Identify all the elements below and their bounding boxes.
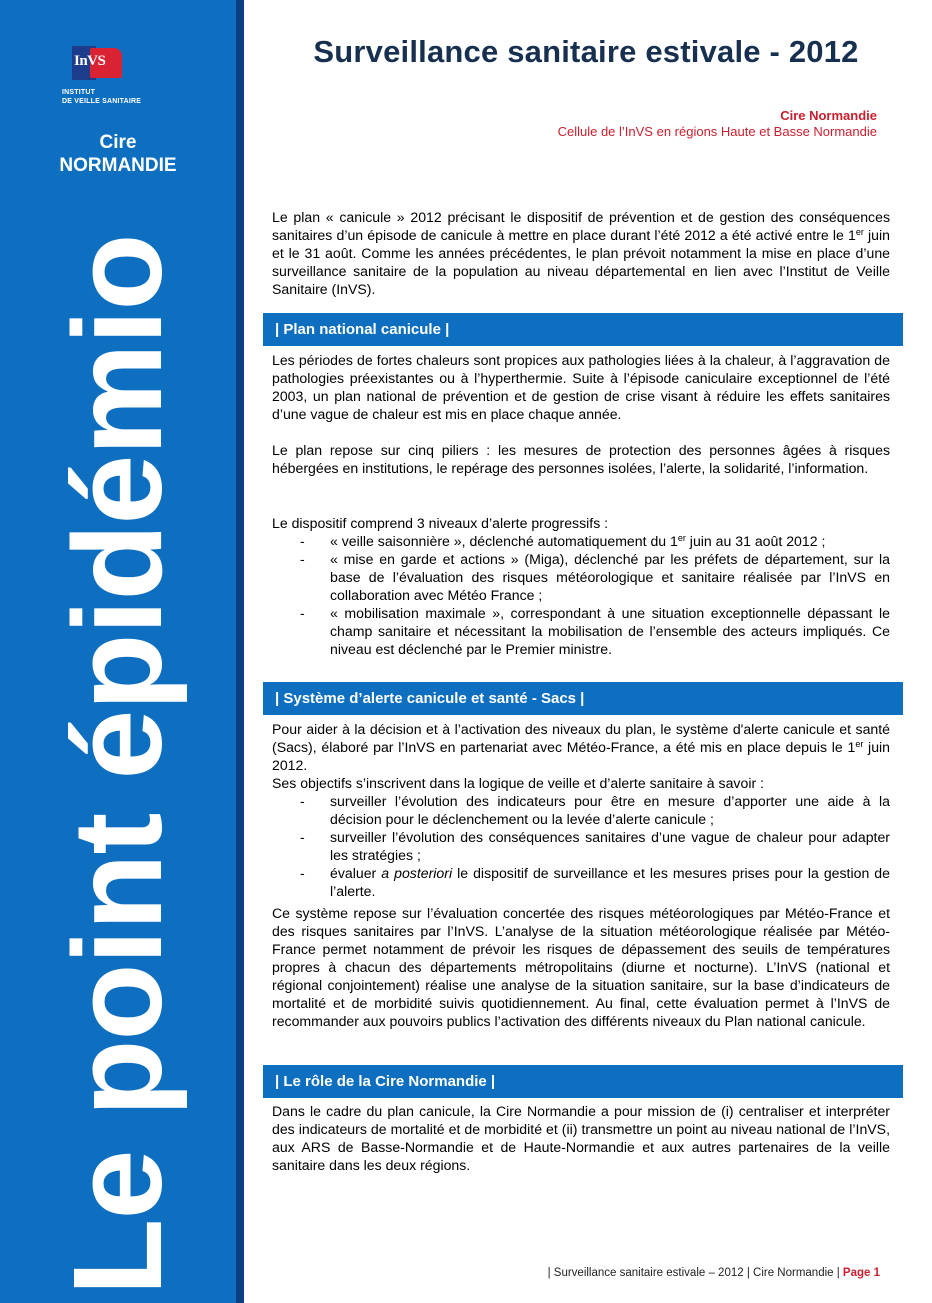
- page-footer: [548, 1267, 880, 1279]
- section2-paragraph-1: [272, 720, 890, 774]
- section1-paragraph-2: Le plan repose sur cinq piliers : les mesures de protection des personnes âgées à risques hébergées en institutions, le repérage des personnes isolées, l’alerte, la solidarité, l’information.: [272, 442, 890, 476]
- section2-text-part1: Pour aider à la décision et à l’activation des niveaux du plan, le système d'alerte canicule et santé (Sacs), élaboré par l’InVS en partenariat avec Météo-France, a été mis en place depuis le 1: [272, 721, 890, 755]
- logo-subtitle-line2: DE VEILLE SANITAIRE: [62, 98, 142, 105]
- cire-title-line2: NORMANDIE: [59, 155, 177, 176]
- cire-title-line1: Cire: [99, 132, 137, 153]
- sidebar-edge-stripe: [236, 0, 244, 1303]
- intro-text-part2: juin et le 31 août. Comme les années précédentes, le plan prévoit notamment la mise en place d’une surveillance sanitaire de la population au niveau départemental en lien avec l’Institut de Veille Sanitaire (InVS).: [272, 227, 890, 297]
- section3-paragraph-1: Dans le cadre du plan canicule, la Cire Normandie a pour mission de (i) centraliser et interpréter des indicateurs de mortalité et de morbidité et (ii) transmettre un point au niveau national de l’InVS, aux ARS de Basse-Normandie et de Haute-Normandie et aux autres partenaires de la veille sanitaire dans les deux régions.: [272, 1103, 890, 1173]
- section2-paragraph-3: Ce système repose sur l’évaluation concertée des risques météorologiques par Météo-France et des risques sanitaires par l’InVS. L’analyse de la situation météorologique réalisée par Météo-France permet notamment de prévoir les risques de dépassement des seuils de températures propres à chacun des départements métropolitains (diurne et nocturne). L’InVS (national et régional conjointement) réalise une analyse de la situation sanitaire, sur la base d’indicateurs de mortalité et de morbidité suivis quotidiennement. Au final, cette évaluation permet à l’InVS de recommander aux pouvoirs publics l’activation des différents niveaux du Plan national canicule.: [272, 905, 890, 1029]
- logo-text: InVS: [74, 53, 106, 69]
- list-item-text: évaluer: [330, 865, 382, 881]
- list-item: - surveiller l’évolution des indicateurs pour être en mesure d’apporter une aide à la décision pour le déclenchement ou la levée d’alerte canicule ;: [300, 792, 890, 828]
- alert-levels-list: [300, 532, 890, 658]
- intro-paragraph: [272, 208, 890, 298]
- section1-paragraph-1: Les périodes de fortes chaleurs sont propices aux pathologies liées à la chaleur, à l’aggravation de pathologies préexistantes ou à l’hyperthermie. Suite à l’épisode caniculaire exceptionnel de l’été 2003, un plan national de prévention et de gestion de crise visant à réduire les effets sanitaires d’une vague de chaleur est mis en place chaque année.: [272, 352, 890, 422]
- list-item: - surveiller l’évolution des conséquences sanitaires d’une vague de chaleur pour adapter les stratégies ;: [300, 828, 890, 864]
- list-item-text: juin au 31 août 2012 ;: [685, 533, 826, 549]
- document-title: Surveillance sanitaire estivale - 2012: [313, 34, 859, 69]
- footer-text: | Surveillance sanitaire estivale – 2012 | Cire Normandie |: [547, 1267, 843, 1279]
- page-number: Page 1: [842, 1267, 880, 1279]
- logo-subtitle-line1: INSTITUT: [62, 89, 96, 96]
- section2-paragraph-2: Ses objectifs s’inscrivent dans la logique de veille et d’alerte sanitaire à savoir :: [272, 775, 764, 791]
- list-item-emphasis: a posteriori: [381, 865, 453, 881]
- organization-name: Cire Normandie: [780, 108, 877, 123]
- organization-block: [558, 108, 877, 140]
- section2-text-part2: juin 2012.: [272, 739, 890, 773]
- section-header-role-cire: | Le rôle de la Cire Normandie |: [263, 1065, 903, 1098]
- organization-description: Cellule de l’InVS en régions Haute et Basse Normandie: [557, 124, 877, 139]
- section-header-plan-canicule: | Plan national canicule |: [263, 313, 903, 346]
- list-item: - « mise en garde et actions » (Miga), déclenché par les préfets de département, sur la base de l’évaluation des risques météorologique et sanitaire réalisée par l’InVS en collaboration avec Météo France ;: [300, 550, 890, 604]
- list-item-superscript: er: [677, 533, 686, 543]
- list-item-text: « veille saisonnière », déclenché automatiquement du 1: [330, 533, 678, 549]
- vertical-title: Le point épidémio: [47, 234, 188, 1296]
- section1-paragraph-3: Le dispositif comprend 3 niveaux d’alerte progressifs :: [272, 515, 609, 531]
- invs-logo: [60, 44, 180, 114]
- intro-text-part1: Le plan « canicule » 2012 précisant le dispositif de prévention et de gestion des conséquences sanitaires d’un épisode de canicule à mettre en place durant l’été 2012 a été activé entre le 1: [272, 209, 890, 243]
- cire-title: [0, 131, 236, 177]
- list-item-text: le dispositif de surveillance et les mesures prises pour la gestion de l’alerte.: [330, 865, 890, 899]
- list-item: [300, 532, 890, 550]
- section2-superscript: er: [855, 739, 864, 749]
- objectives-list: [300, 792, 890, 900]
- intro-superscript: er: [855, 227, 864, 237]
- sidebar-band: [0, 0, 236, 1303]
- logo-subtitle: [62, 88, 180, 106]
- list-item: - « mobilisation maximale », correspondant à une situation exceptionnelle dépassant le champ sanitaire et nécessitant la mobilisation de l’ensemble des acteurs impliqués. Ce niveau est déclenché par le Premier ministre.: [300, 604, 890, 658]
- section-header-sacs: | Système d’alerte canicule et santé - Sacs |: [263, 682, 903, 715]
- list-item: [300, 864, 890, 900]
